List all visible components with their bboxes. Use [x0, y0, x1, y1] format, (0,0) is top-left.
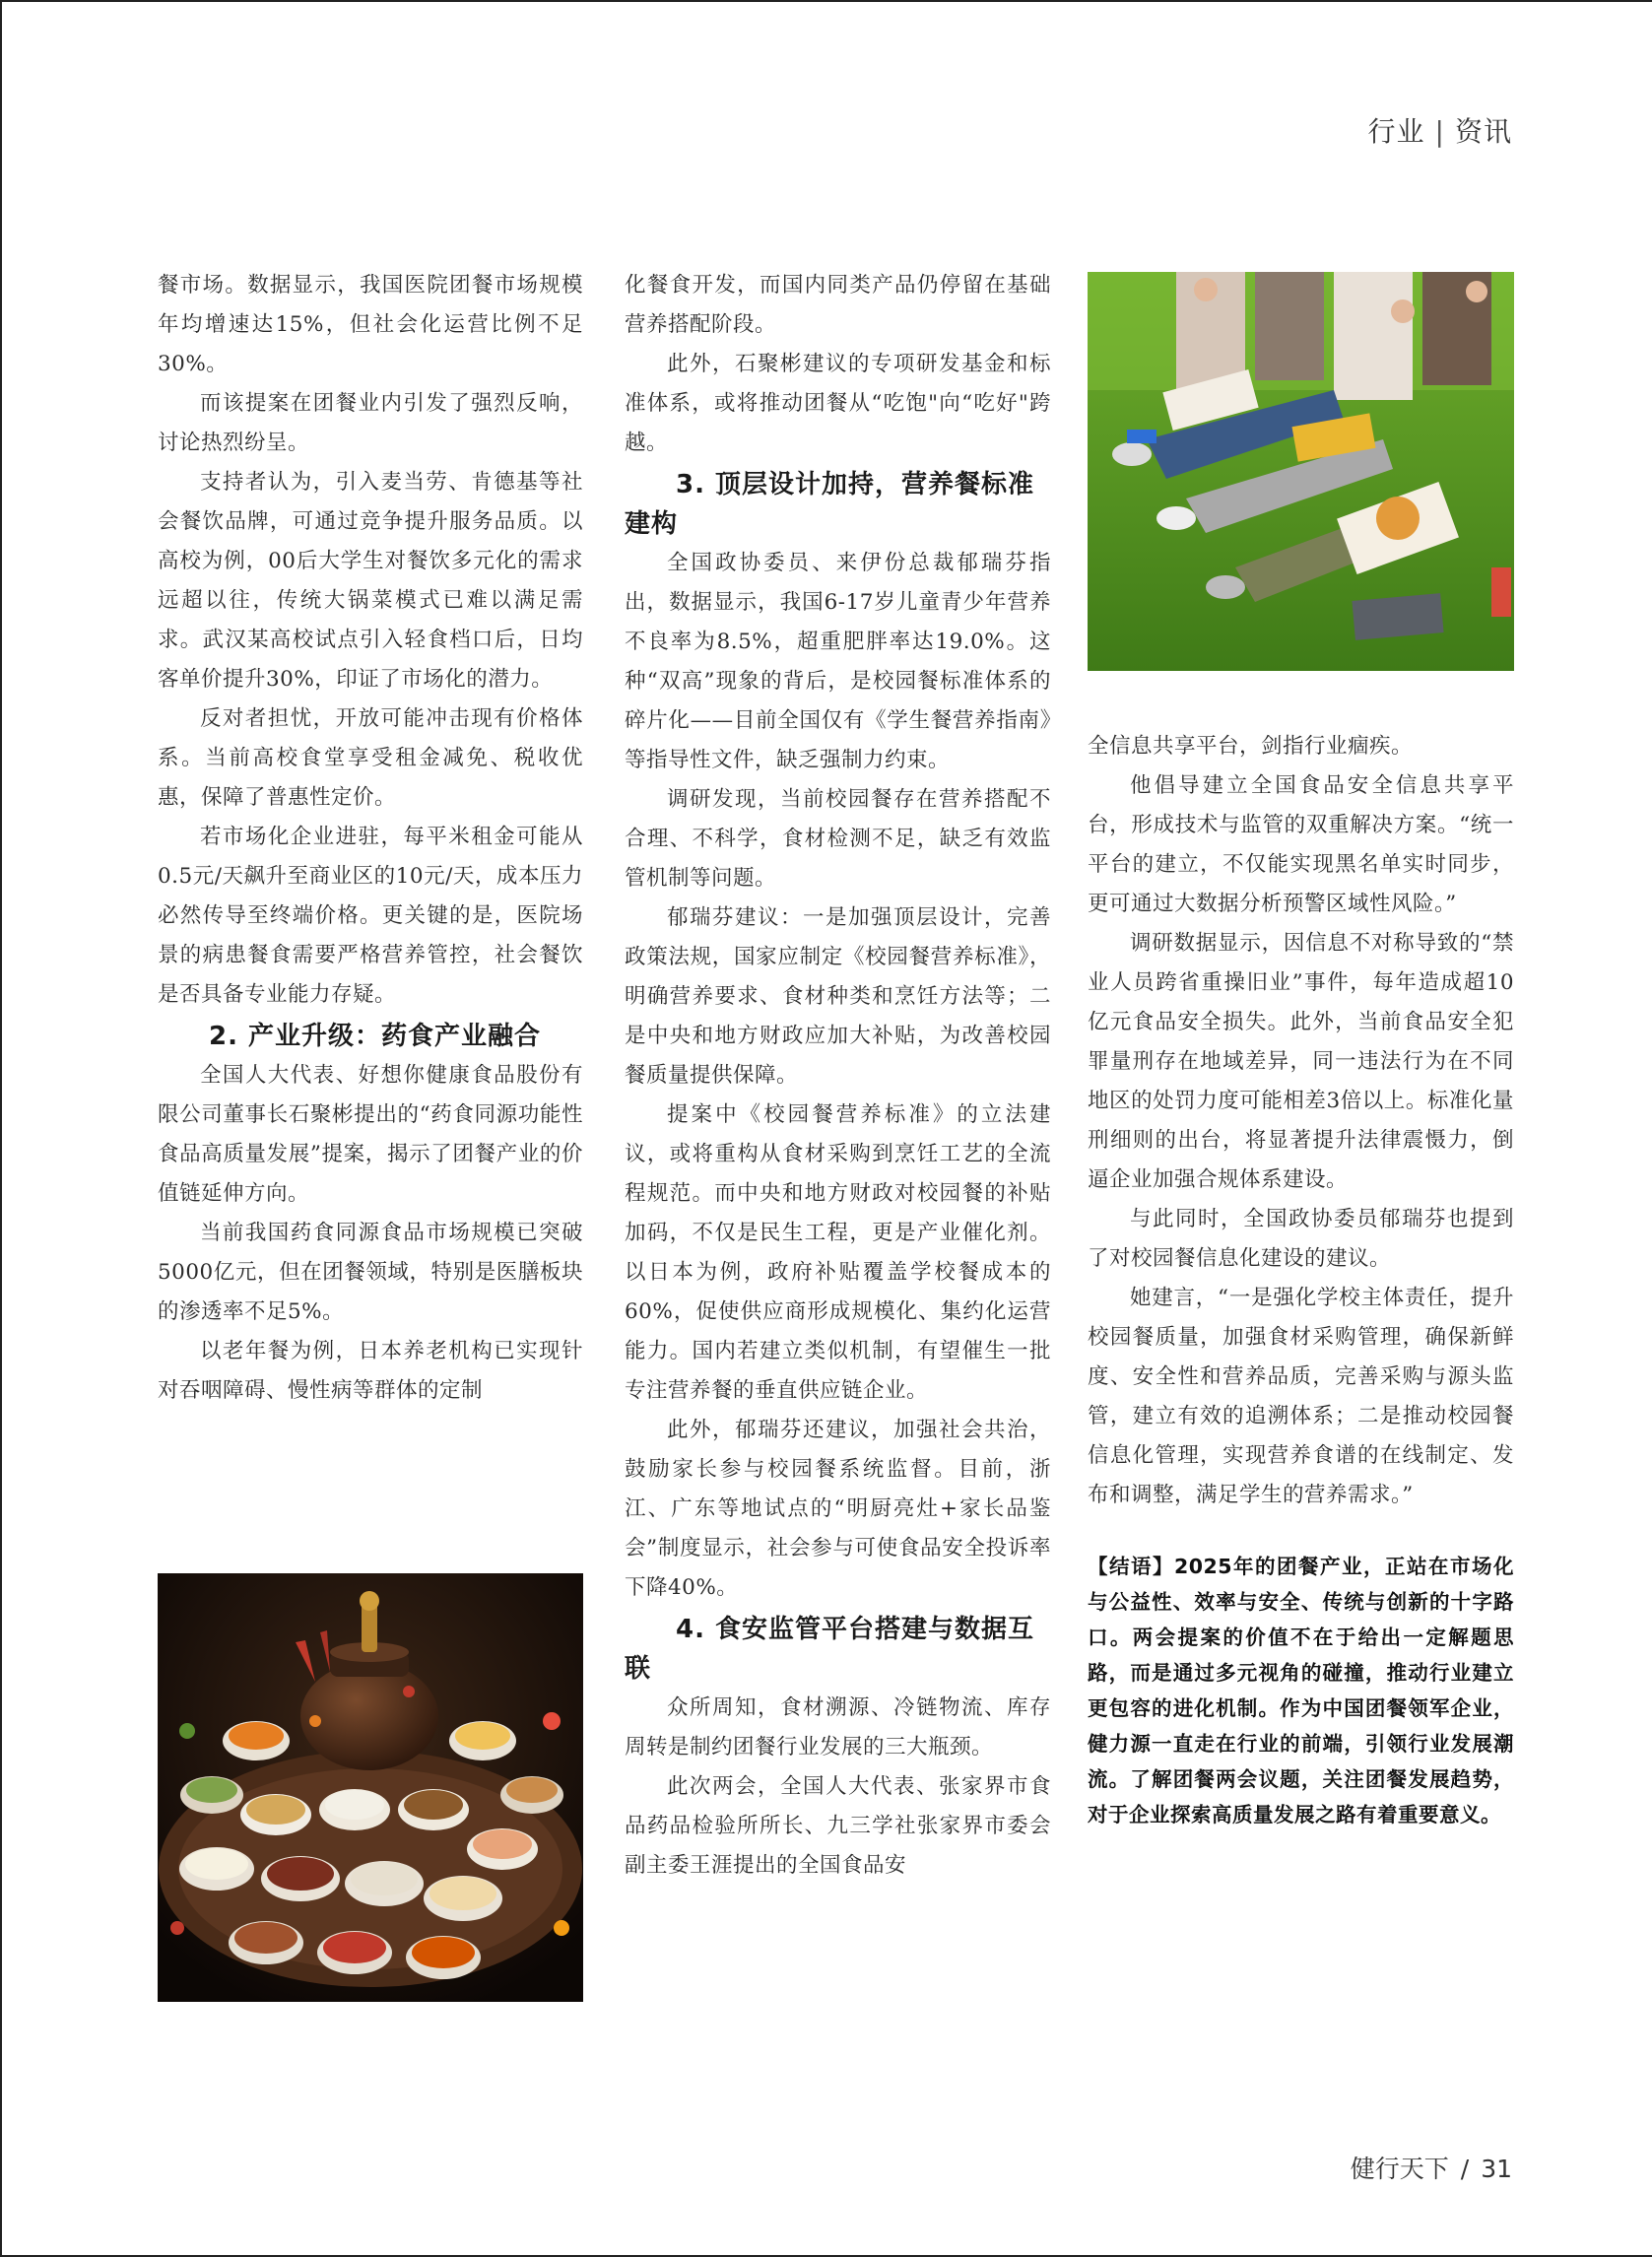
paragraph: 他倡导建立全国食品安全信息共享平台，形成技术与监管的双重解决方案。“统一平台的建立，不仅能实现黑名单实时同步，更可通过大数据分析预警区域性风险。” — [1088, 773, 1514, 916]
paragraph: 化餐食开发，而国内同类产品仍停留在基础营养搭配阶段。 — [625, 273, 1051, 337]
paragraph: 全信息共享平台，剑指行业痼疾。 — [1088, 734, 1414, 759]
paragraph: 此外，石聚彬建议的专项研发基金和标准体系，或将推动团餐从“吃饱"向“吃好"跨越。 — [625, 352, 1051, 455]
conclusion-block — [1088, 1549, 1514, 1832]
conclusion-text: 【结语】2025年的团餐产业，正站在市场化与公益性、效率与安全、传统与创新的十字路口。两会提案的价值不在于给出一定解题思路，而是通过多元视角的碰撞，推动行业建立更包容的进化机制。作为中国团餐领军企业，健力源一直走在行业的前端，引领行业发展潮流。了解团餐两会议题，关注团餐发展趋势，对于企业探索高质量发展之路有着重要意义。 — [1088, 1555, 1514, 1826]
paragraph: 郁瑞芬建议：一是加强顶层设计，完善政策法规，国家应制定《校园餐营养标准》，明确营养要求、食材种类和烹饪方法等；二是中央和地方财政应加大补贴，为改善校园餐质量提供保障。 — [625, 905, 1051, 1088]
paragraph: 全国人大代表、好想你健康食品股份有限公司董事长石聚彬提出的“药食同源功能性食品高质量发展”提案，揭示了团餐产业的价值链延伸方向。 — [158, 1063, 583, 1206]
paragraph: 调研发现，当前校园餐存在营养搭配不合理、不科学，食材检测不足，缺乏有效监管机制等问题。 — [625, 787, 1051, 891]
students-photo — [1088, 272, 1514, 671]
paragraph: 提案中《校园餐营养标准》的立法建议，或将重构从食材采购到烹饪工艺的全流程规范。而中央和地方财政对校园餐的补贴加码，不仅是民生工程，更是产业催化剂。以日本为例，政府补贴覆盖学校餐成本的60%，促使供应商形成规模化、集约化运营能力。国内若建立类似机制，有望催生一批专注营养餐的垂直供应链企业。 — [625, 1102, 1051, 1403]
sub-section-label: 资讯 — [1454, 115, 1512, 148]
section-label: 行业 — [1367, 115, 1425, 148]
section-heading-3: 3. 顶层设计加持，营养餐标准建构 — [625, 470, 1035, 539]
footer-divider: / — [1460, 2155, 1470, 2183]
section-heading-2: 2. 产业升级：药食产业融合 — [209, 1022, 542, 1051]
column-middle — [625, 266, 1051, 1886]
paragraph: 此次两会，全国人大代表、张家界市食品药品检验所所长、九三学社张家界市委会副主委王涯提出的全国食品安 — [625, 1774, 1051, 1878]
section-header — [1368, 110, 1512, 150]
paragraph: 以老年餐为例，日本养老机构已实现针对吞咽障碍、慢性病等群体的定制 — [158, 1339, 583, 1403]
food-photo — [158, 1573, 583, 2002]
page-footer — [1351, 2150, 1512, 2185]
paragraph: 此外，郁瑞芬还建议，加强社会共治，鼓励家长参与校园餐系统监督。目前，浙江、广东等地试点的“明厨亮灶+家长品鉴会”制度显示，社会参与可使食品安全投诉率下降40%。 — [625, 1418, 1051, 1600]
paragraph: 反对者担忧，开放可能冲击现有价格体系。当前高校食堂享受租金减免、税收优惠，保障了普惠性定价。 — [158, 706, 583, 810]
paragraph: 与此同时，全国政协委员郁瑞芬也提到了对校园餐信息化建设的建议。 — [1088, 1207, 1514, 1271]
column-left — [158, 266, 583, 1411]
column-right — [1088, 727, 1514, 1832]
paragraph: 她建言，“一是强化学校主体责任，提升校园餐质量，加强食材采购管理，确保新鲜度、安全性和营养品质，完善采购与源头监管，建立有效的追溯体系；二是推动校园餐信息化管理，实现营养食谱的在线制定、发布和调整，满足学生的营养需求。” — [1088, 1286, 1514, 1507]
page-number: 31 — [1481, 2155, 1512, 2183]
paragraph: 若市场化企业进驻，每平米租金可能从0.5元/天飙升至商业区的10元/天，成本压力必然传导至终端价格。更关键的是，医院场景的病患餐食需要严格营养管控，社会餐饮是否具备专业能力存疑。 — [158, 825, 583, 1007]
paragraph: 支持者认为，引入麦当劳、肯德基等社会餐饮品牌，可通过竞争提升服务品质。以高校为例，00后大学生对餐饮多元化的需求远超以往，传统大锅菜模式已难以满足需求。武汉某高校试点引入轻食档口后，日均客单价提升30%，印证了市场化的潜力。 — [158, 470, 583, 692]
students-illustration — [1088, 272, 1514, 671]
magazine-name: 健行天下 — [1350, 2155, 1449, 2183]
paragraph: 众所周知，食材溯源、冷链物流、库存周转是制约团餐行业发展的三大瓶颈。 — [625, 1695, 1051, 1759]
header-divider: | — [1434, 115, 1445, 148]
paragraph: 当前我国药食同源食品市场规模已突破5000亿元，但在团餐领域，特别是医膳板块的渗透率不足5%。 — [158, 1221, 583, 1324]
paragraph: 全国政协委员、来伊份总裁郁瑞芬指出，数据显示，我国6-17岁儿童青少年营养不良率为8.5%，超重肥胖率达19.0%。这种“双高”现象的背后，是校园餐标准体系的碎片化——目前全国仅有《学生餐营养指南》等指导性文件，缺乏强制力约束。 — [625, 551, 1051, 772]
paragraph: 餐市场。数据显示，我国医院团餐市场规模年均增速达15%，但社会化运营比例不足30%。 — [158, 273, 583, 376]
section-heading-4: 4. 食安监管平台搭建与数据互联 — [625, 1615, 1035, 1684]
paragraph: 调研数据显示，因信息不对称导致的“禁业人员跨省重操旧业”事件，每年造成超10亿元食品安全损失。此外，当前食品安全犯罪量刑存在地域差异，同一违法行为在不同地区的处罚力度可能相差3倍以上。标准化量刑细则的出台，将显著提升法律震慑力，倒逼企业加强合规体系建设。 — [1088, 931, 1514, 1192]
food-illustration — [158, 1573, 583, 2002]
paragraph: 而该提案在团餐业内引发了强烈反响，讨论热烈纷呈。 — [158, 391, 583, 455]
